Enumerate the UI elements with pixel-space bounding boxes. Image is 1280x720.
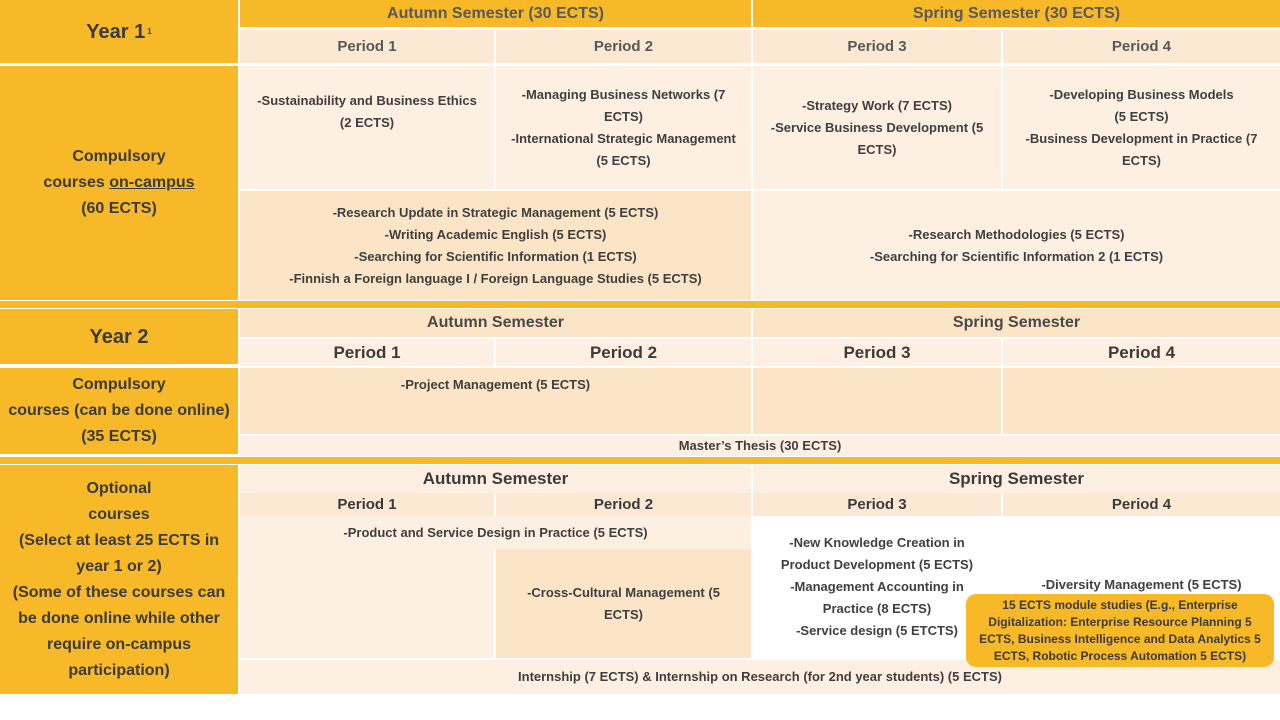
year1-period-1: Period 1 [240, 30, 494, 63]
optional-period-2: Period 2 [496, 493, 751, 516]
footnote-marker: 1 [147, 26, 152, 36]
module-studies-callout: 15 ECTS module studies (E.g., Enterprise Digitalization: Enterprise Resource Planning 5 ECTS, Business Intelligence and Data Analytics 5 ECTS, Robotic Process Automation 5 ECTS) [966, 594, 1274, 667]
year2-spring-header: Spring Semester [753, 309, 1280, 337]
year2-compulsory-label: Compulsory courses (can be done online) (35 ECTS) [0, 368, 238, 454]
year1-period-3: Period 3 [753, 30, 1001, 63]
year2-label: Year 2 [0, 309, 238, 364]
year1-compulsory-label: Compulsory courses on-campus (60 ECTS) [0, 66, 238, 300]
year1-period-4: Period 4 [1003, 30, 1280, 63]
optional-period1-empty [240, 549, 494, 658]
year1-period-2: Period 2 [496, 30, 751, 63]
optional-period-4: Period 4 [1003, 493, 1280, 516]
year2-period4-empty [1003, 368, 1280, 434]
optional-period2-courses: -Cross-Cultural Management (5 ECTS) [496, 549, 751, 658]
year1-period4-courses: -Developing Business Models (5 ECTS) -Business Development in Practice (7 ECTS) [1003, 66, 1280, 189]
section-divider [0, 457, 1280, 464]
masters-thesis: Master’s Thesis (30 ECTS) [240, 436, 1280, 456]
internship: Internship (7 ECTS) & Internship on Research (for 2nd year students) (5 ECTS) [240, 660, 1280, 694]
year1-period2-courses: -Managing Business Networks (7 ECTS) -International Strategic Management (5 ECTS) [496, 66, 751, 189]
year1-label: Year 1 1 [0, 0, 238, 63]
year2-period-3: Period 3 [753, 339, 1001, 366]
year1-period3-courses: -Strategy Work (7 ECTS) -Service Business Development (5 ECTS) [753, 66, 1001, 189]
year1-spring-header: Spring Semester (30 ECTS) [753, 0, 1280, 27]
year1-period1-courses: -Sustainability and Business Ethics (2 ECTS) [240, 66, 494, 189]
optional-autumn-course: -Product and Service Design in Practice (5 ECTS) [240, 516, 751, 549]
year1-spring-shared-courses: -Research Methodologies (5 ECTS) -Searching for Scientific Information 2 (1 ECTS) [753, 191, 1280, 300]
year2-period-2: Period 2 [496, 339, 751, 366]
year2-period-1: Period 1 [240, 339, 494, 366]
optional-period4-courses: -Diversity Management (5 ECTS) [1003, 516, 1280, 658]
year2-period-4: Period 4 [1003, 339, 1280, 366]
section-divider [0, 301, 1280, 308]
optional-autumn-header: Autumn Semester [240, 465, 751, 493]
year2-autumn-courses: -Project Management (5 ECTS) [240, 368, 751, 434]
year1-autumn-shared-courses: -Research Update in Strategic Management (5 ECTS) -Writing Academic English (5 ECTS) -Searching for Scientific Information (1 ECTS) -Finnish a Foreign language I / Foreign Language Studies (5 ECTS) [240, 191, 751, 300]
year2-period3-empty [753, 368, 1001, 434]
optional-period-1: Period 1 [240, 493, 494, 516]
year1-autumn-header: Autumn Semester (30 ECTS) [240, 0, 751, 27]
optional-period3-courses: -New Knowledge Creation in Product Development (5 ECTS) -Management Accounting in Practice (8 ECTS) -Service design (5 ETCTS) [753, 516, 1001, 658]
optional-period-3: Period 3 [753, 493, 1001, 516]
optional-courses-label: Optional courses (Select at least 25 ECTS in year 1 or 2) (Some of these courses can be done online while other require on-campus participation) [0, 465, 238, 694]
year2-autumn-header: Autumn Semester [240, 309, 751, 337]
optional-spring-header: Spring Semester [753, 465, 1280, 493]
